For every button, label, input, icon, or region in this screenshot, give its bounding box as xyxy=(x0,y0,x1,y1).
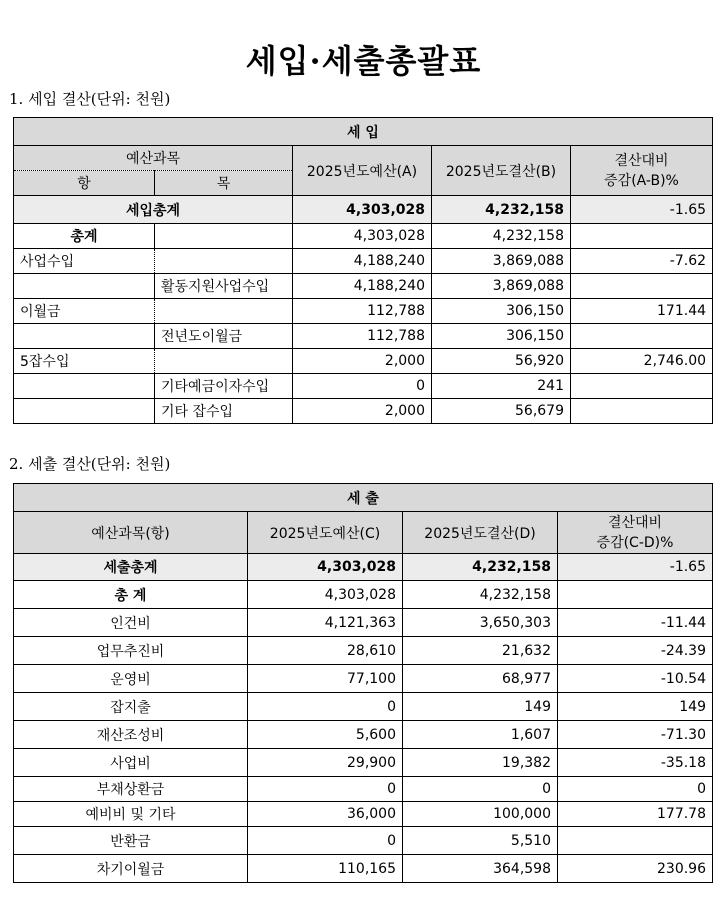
revenue-subject-header: 예산과목 xyxy=(14,146,293,171)
revenue-mok-cell: 활동지원사업수입 xyxy=(155,274,293,299)
table-row xyxy=(14,299,713,324)
expenditure-name-cell: 잡지출 xyxy=(14,693,248,721)
expenditure-settlement-cell: 5,510 xyxy=(403,827,558,855)
expenditure-table-title: 세 출 xyxy=(14,484,713,512)
table-row xyxy=(14,324,713,349)
revenue-mok-cell: 전년도이월금 xyxy=(155,324,293,349)
table-row xyxy=(14,637,713,665)
revenue-hang-cell: 5잡수입 xyxy=(14,349,155,374)
expenditure-diff-header-line2: 증감(C-D)% xyxy=(596,534,674,551)
expenditure-name-cell: 사업비 xyxy=(14,749,248,777)
revenue-total-settlement: 4,232,158 xyxy=(432,196,571,224)
revenue-mok-cell xyxy=(155,299,293,324)
table-row xyxy=(14,827,713,855)
revenue-diff-cell: -7.62 xyxy=(571,249,713,274)
revenue-budget-cell: 2,000 xyxy=(293,349,432,374)
revenue-settlement-cell: 241 xyxy=(432,374,571,399)
revenue-budget-cell: 0 xyxy=(293,374,432,399)
expenditure-budget-cell: 5,600 xyxy=(248,721,403,749)
revenue-diff-header-line1: 결산대비 xyxy=(614,152,669,169)
expenditure-diff-cell: -71.30 xyxy=(558,721,713,749)
revenue-total-label: 세입총계 xyxy=(14,196,293,224)
revenue-settlement-header: 2025년도결산(B) xyxy=(432,146,571,196)
revenue-hang-cell xyxy=(14,274,155,299)
expenditure-settlement-cell: 149 xyxy=(403,693,558,721)
revenue-budget-cell: 2,000 xyxy=(293,399,432,424)
expenditure-budget-cell: 0 xyxy=(248,693,403,721)
table-row xyxy=(14,749,713,777)
expenditure-name-cell: 인건비 xyxy=(14,609,248,637)
page-title: 세입·세출총괄표 xyxy=(245,42,482,80)
expenditure-name-cell: 운영비 xyxy=(14,665,248,693)
revenue-table-title: 세 입 xyxy=(14,118,713,146)
revenue-diff-cell: 171.44 xyxy=(571,299,713,324)
revenue-budget-cell: 4,188,240 xyxy=(293,274,432,299)
expenditure-settlement-cell: 364,598 xyxy=(403,855,558,883)
expenditure-name-cell: 예비비 및 기타 xyxy=(14,802,248,827)
revenue-mok-cell xyxy=(155,249,293,274)
table-row xyxy=(14,249,713,274)
table-row xyxy=(14,855,713,883)
expenditure-diff-cell xyxy=(558,827,713,855)
revenue-mok-header: 목 xyxy=(155,171,293,196)
revenue-hang-cell xyxy=(14,399,155,424)
revenue-settlement-cell: 4,232,158 xyxy=(432,224,571,249)
expenditure-budget-cell: 110,165 xyxy=(248,855,403,883)
expenditure-total-settlement: 4,232,158 xyxy=(403,554,558,581)
expenditure-settlement-cell: 21,632 xyxy=(403,637,558,665)
expenditure-budget-cell: 4,303,028 xyxy=(248,581,403,609)
revenue-diff-header-line2: 증감(A-B)% xyxy=(604,172,679,189)
expenditure-name-cell: 부채상환금 xyxy=(14,777,248,802)
revenue-diff-cell xyxy=(571,399,713,424)
revenue-settlement-cell: 56,920 xyxy=(432,349,571,374)
revenue-mok-cell: 기타 잡수입 xyxy=(155,399,293,424)
table-row xyxy=(14,777,713,802)
expenditure-settlement-cell: 19,382 xyxy=(403,749,558,777)
table-row xyxy=(14,721,713,749)
table-row xyxy=(14,609,713,637)
revenue-diff-cell xyxy=(571,374,713,399)
revenue-diff-cell: 2,746.00 xyxy=(571,349,713,374)
expenditure-name-cell: 재산조성비 xyxy=(14,721,248,749)
revenue-table xyxy=(13,117,713,424)
expenditure-diff-cell: -10.54 xyxy=(558,665,713,693)
expenditure-budget-header: 2025년도예산(C) xyxy=(248,512,403,554)
revenue-hang-cell: 사업수입 xyxy=(14,249,155,274)
expenditure-settlement-cell: 0 xyxy=(403,777,558,802)
expenditure-name-cell: 반환금 xyxy=(14,827,248,855)
revenue-diff-cell xyxy=(571,224,713,249)
expenditure-total-label: 세출총계 xyxy=(14,554,248,581)
table-row xyxy=(14,581,713,609)
table-row xyxy=(14,665,713,693)
table-row xyxy=(14,374,713,399)
table-row xyxy=(14,802,713,827)
revenue-settlement-cell: 306,150 xyxy=(432,299,571,324)
expenditure-settlement-cell: 100,000 xyxy=(403,802,558,827)
expenditure-diff-header-line1: 결산대비 xyxy=(607,514,663,531)
revenue-settlement-cell: 3,869,088 xyxy=(432,249,571,274)
revenue-budget-header: 2025년도예산(A) xyxy=(293,146,432,196)
revenue-mok-cell xyxy=(155,224,293,249)
expenditure-total-budget: 4,303,028 xyxy=(248,554,403,581)
revenue-settlement-cell: 3,869,088 xyxy=(432,274,571,299)
expenditure-table xyxy=(13,483,713,883)
revenue-diff-cell xyxy=(571,324,713,349)
revenue-hang-header: 항 xyxy=(14,171,155,196)
revenue-section-label: 1. 세입 결산(단위: 천원) xyxy=(9,90,171,108)
expenditure-budget-cell: 28,610 xyxy=(248,637,403,665)
revenue-total-budget: 4,303,028 xyxy=(293,196,432,224)
table-row xyxy=(14,693,713,721)
expenditure-budget-cell: 0 xyxy=(248,777,403,802)
expenditure-diff-cell xyxy=(558,581,713,609)
expenditure-budget-cell: 0 xyxy=(248,827,403,855)
expenditure-budget-cell: 4,121,363 xyxy=(248,609,403,637)
expenditure-diff-cell: -11.44 xyxy=(558,609,713,637)
expenditure-diff-header xyxy=(558,512,713,554)
revenue-hang-cell xyxy=(14,324,155,349)
expenditure-diff-cell: 149 xyxy=(558,693,713,721)
expenditure-settlement-cell: 68,977 xyxy=(403,665,558,693)
expenditure-name-cell: 업무추진비 xyxy=(14,637,248,665)
revenue-budget-cell: 4,188,240 xyxy=(293,249,432,274)
revenue-budget-cell: 4,303,028 xyxy=(293,224,432,249)
expenditure-budget-cell: 29,900 xyxy=(248,749,403,777)
expenditure-settlement-cell: 1,607 xyxy=(403,721,558,749)
expenditure-budget-cell: 77,100 xyxy=(248,665,403,693)
expenditure-section-label: 2. 세출 결산(단위: 천원) xyxy=(9,455,171,473)
expenditure-settlement-header: 2025년도결산(D) xyxy=(403,512,558,554)
revenue-hang-cell: 이월금 xyxy=(14,299,155,324)
expenditure-diff-cell: 177.78 xyxy=(558,802,713,827)
expenditure-name-cell: 차기이월금 xyxy=(14,855,248,883)
expenditure-diff-cell: -35.18 xyxy=(558,749,713,777)
expenditure-settlement-cell: 4,232,158 xyxy=(403,581,558,609)
expenditure-settlement-cell: 3,650,303 xyxy=(403,609,558,637)
revenue-mok-cell xyxy=(155,349,293,374)
expenditure-diff-cell: 230.96 xyxy=(558,855,713,883)
revenue-settlement-cell: 306,150 xyxy=(432,324,571,349)
expenditure-diff-cell: -24.39 xyxy=(558,637,713,665)
revenue-budget-cell: 112,788 xyxy=(293,324,432,349)
revenue-diff-header xyxy=(571,146,713,196)
revenue-settlement-cell: 56,679 xyxy=(432,399,571,424)
table-row xyxy=(14,349,713,374)
revenue-mok-cell: 기타예금이자수입 xyxy=(155,374,293,399)
expenditure-budget-cell: 36,000 xyxy=(248,802,403,827)
revenue-diff-cell xyxy=(571,274,713,299)
expenditure-subject-header: 예산과목(항) xyxy=(14,512,248,554)
table-row xyxy=(14,399,713,424)
table-row xyxy=(14,224,713,249)
revenue-budget-cell: 112,788 xyxy=(293,299,432,324)
expenditure-diff-cell: 0 xyxy=(558,777,713,802)
revenue-hang-cell xyxy=(14,374,155,399)
revenue-hang-cell: 총계 xyxy=(14,224,155,249)
table-row xyxy=(14,274,713,299)
expenditure-name-cell: 총 계 xyxy=(14,581,248,609)
expenditure-total-diff: -1.65 xyxy=(558,554,713,581)
revenue-total-diff: -1.65 xyxy=(571,196,713,224)
